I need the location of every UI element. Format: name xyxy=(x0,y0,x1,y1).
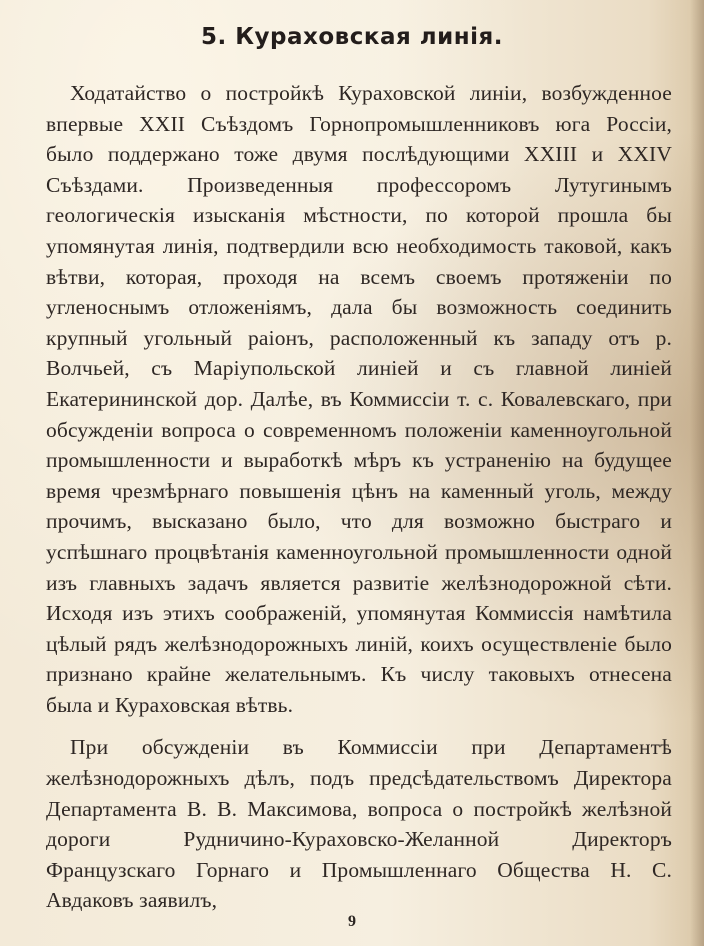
page-edge-shadow xyxy=(690,0,704,946)
page-number: 9 xyxy=(348,913,356,930)
paragraph-2: При обсужденiи въ Коммиссiи при Департаментѣ желѣзнодорожныхъ дѣлъ, подъ предсѣдательствомъ Директора Департамента В. В. Максимова, вопроса о постройкѣ желѣзной дороги Рудничино-Кураховско-Желанной Директоръ Французскаго Горнаго и Промышленнаго Общества Н. С. Авдаковъ заявилъ, xyxy=(46,735,672,913)
paragraph-1: Ходатайство о постройкѣ Кураховской линiи, возбужденное впервые XXII Съѣздомъ Горнопромышленниковъ юга Россiи, было поддержано тоже двумя послѣдующими XXIII и XXIV Съѣздами. Произведенныя профессоромъ Лутугинымъ геологическiя изысканiя мѣстности, по которой прошла бы упомянутая линiя, подтвердили всю необходимость таковой, какъ вѣтви, которая, проходя на всемъ своемъ протяженiи по угленоснымъ отложенiямъ, дала бы возможность соединить крупный угольный раiонъ, расположенный къ западу отъ р. Волчьей, съ Марiупольской линiей и съ главной линiей Екатерининской дор. Далѣе, въ Коммиссiи т. с. Ковалевскаго, при обсужденiи вопроса о современномъ положенiи каменноугольной промышленности и выработкѣ мѣръ къ устраненiю на будущее время чрезмѣрнаго повышенiя цѣнъ на каменный уголь, между прочимъ, высказано было, что для возможно быстраго и успѣшнаго процвѣтанiя каменноугольной промышленности одной изъ главныхъ задачъ является развитiе желѣзнодорожной сѣти. Исходя изъ этихъ соображенiй, упомянутая Коммиссiя намѣтила цѣлый рядъ желѣзнодорожныхъ линiй, коихъ осуществленiе было признано крайне желательнымъ. Къ числу таковыхъ отнесена была и Кураховская вѣтвь. xyxy=(46,81,672,717)
body-text xyxy=(46,78,672,916)
section-heading: 5. Кураховская линiя. xyxy=(201,24,503,50)
